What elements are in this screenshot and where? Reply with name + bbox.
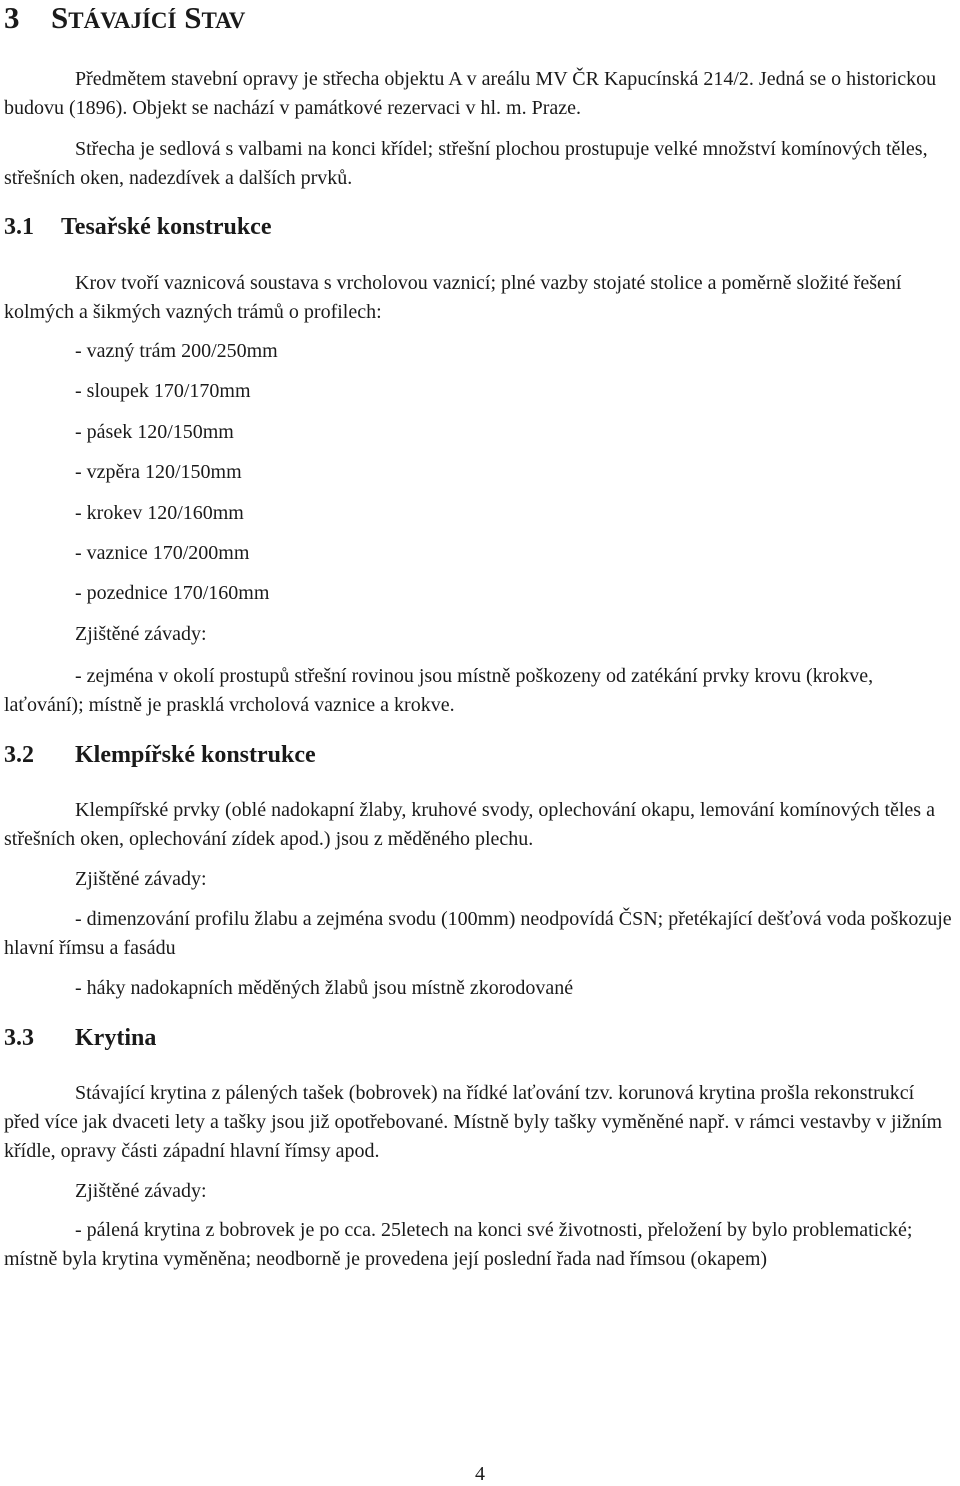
defects-label: Zjištěné závady: [75,622,207,645]
section-3-3-heading [4,1023,156,1053]
list-item: - sloupek 170/170mm [75,380,251,403]
section-3-title-initial-2: S [184,0,202,35]
section-3-3-paragraph: Stávající krytina z pálených tašek (bobrovek) na řídké laťování tzv. korunová krytina prošla rekonstrukcí před více jak dvaceti lety a tašky jsou již opotřebované. Místně byly tašky vyměněné např. v rámci vestavby v jižním křídle, opravy části západní hlavní římsy apod. [4,1082,943,1162]
section-3-paragraph-1: Předmětem stavební opravy je střecha objektu A v areálu MV ČR Kapucínská 214/2. Jedná se o historickou budovu (1896). Objekt se nachází v památkové rezervaci v hl. m. Praze. [4,68,937,119]
section-3-3-number: 3.3 [4,1025,34,1051]
list-item: - krokev 120/160mm [75,501,244,524]
section-3-2-number: 3.2 [4,742,34,768]
section-3-2-heading [4,740,316,770]
list-item: - vaznice 170/200mm [75,541,250,564]
section-3-title-rest-2: TAV [201,8,246,33]
section-3-1-heading [4,212,271,242]
page-number: 4 [475,1463,485,1485]
section-3-3-defects-label: Zjištěné závady: [75,1180,207,1202]
section-3-2-title: Klempířské konstrukce [75,742,316,768]
section-3-number: 3 [4,0,20,35]
section-3-1-number: 3.1 [4,214,34,240]
section-3-1-defect-1: - zejména v okolí prostupů střešní rovinou jsou místně poškozeny od zatékání prvky krovu (krokve, laťování); místně je prasklá vrcholová vaznice a krokve. [4,665,874,716]
section-3-title-rest-1: TÁVAJÍCÍ [68,8,177,33]
section-3-3-title: Krytina [75,1025,157,1051]
section-3-3-defect-1: - pálená krytina z bobrovek je po cca. 25letech na konci své životnosti, přeložení by bylo problematické; místně byla krytina vyměněna; neodborně je provedena její poslední řada nad římsou (okapem) [4,1219,913,1270]
section-3-title-initial-1: S [51,0,69,35]
list-item: - vzpěra 120/150mm [75,461,242,484]
section-3-2-defects-label: Zjištěné závady: [75,868,207,890]
section-3-paragraph-2: Střecha je sedlová s valbami na konci křídel; střešní plochou prostupuje velké množství komínových těles, střešních oken, nadezdívek a dalších prvků. [4,138,928,189]
section-3-1-title: Tesařské konstrukce [61,214,272,240]
list-item: - pozednice 170/160mm [75,582,270,605]
section-3-2-defect-2: - háky nadokapních měděných žlabů jsou místně zkorodované [75,977,574,999]
section-3-heading [4,0,245,39]
section-3-2-defect-1: - dimenzování profilu žlabu a zejména svodu (100mm) neodpovídá ČSN; přetékající dešťová voda poškozuje hlavní římsu a fasádu [4,908,952,959]
list-item: - pásek 120/150mm [75,420,234,443]
section-3-1-paragraph: Krov tvoří vaznicová soustava s vrcholovou vaznicí; plné vazby stojaté stolice a poměrně složité řešení kolmých a šikmých vazných trámů o profilech: [4,272,902,323]
section-3-2-paragraph: Klempířské prvky (oblé nadokapní žlaby, kruhové svody, oplechování okapu, lemování komínových těles a střešních oken, oplechování zídek apod.) jsou z měděného plechu. [4,799,935,850]
profile-list [75,337,278,660]
list-item: - vazný trám 200/250mm [75,340,278,362]
